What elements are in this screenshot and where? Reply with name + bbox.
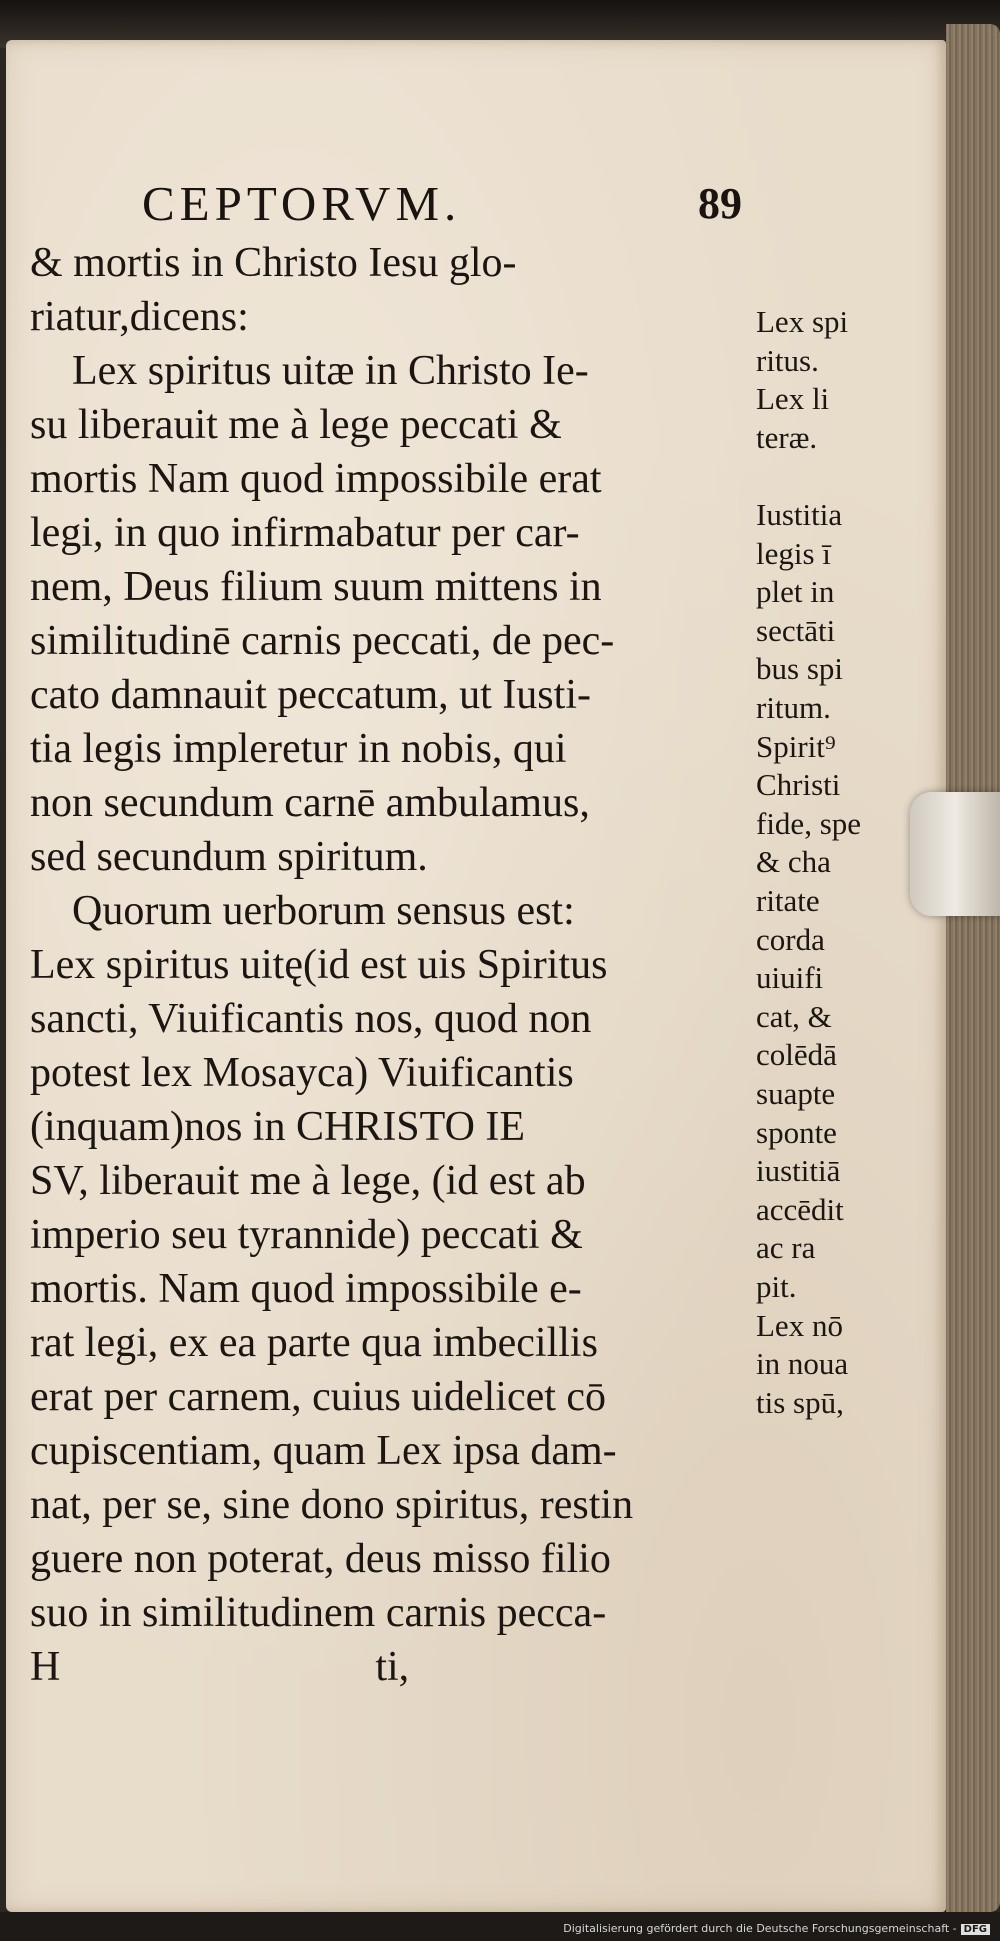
margin-note-line: ritum. [756,690,831,725]
text-line: Lex spiritus uitę(id est uis Spiritus [30,942,608,988]
margin-note-line: cat, & [756,998,832,1034]
margin-note-line: accēdit [756,1191,844,1227]
margin-note-line: suapte [756,1076,836,1111]
text-line: mortis. Nam quod impossibile e- [30,1266,582,1312]
margin-note-line: colēdā [756,1037,837,1073]
margin-note-line: Lex spi [756,304,849,339]
dfg-logo-badge: DFG [961,1924,990,1935]
text-line: imperio seu tyrannide) peccati & [30,1212,583,1258]
text-line: suo in similitudinem carnis pecca- [30,1590,607,1636]
digitization-credit [563,1922,990,1935]
margin-note-line: ritate [756,883,820,918]
margin-note-line: corda [756,921,825,957]
text-line: mortis Nam quod impossibile erat [30,456,602,502]
text-line: nat, per se, sine dono spiritus, restin [30,1482,634,1528]
text-line: (inquam)nos in CHRISTO IE [30,1104,526,1150]
margin-note-line: tis spū, [756,1384,844,1420]
text-line: cato damnauit peccatum, ut Iusti- [30,672,591,718]
margin-note-line: pit. [756,1269,797,1304]
text-line: riatur,dicens: [30,294,249,340]
margin-note-line: iustitiā [756,1153,841,1189]
text-line: sancti, Viuificantis nos, quod non [30,996,592,1042]
margin-note-line: Lex li [756,381,830,417]
margin-note-line: sectāti [756,612,836,648]
text-line: cupiscentiam, quam Lex ipsa dam- [30,1428,617,1474]
text-line: legi, in quo infirmabatur per car- [30,510,580,556]
text-line: erat per carnem, cuius uidelicet cō [30,1374,607,1420]
margin-note-line: ritus. [756,342,819,378]
text-line: SV, liberauit me à lege, (id est ab [30,1158,586,1204]
margin-note-line: Spirit⁹ [756,728,836,764]
text-line: Lex spiritus uitæ in Christo Ie- [30,348,589,394]
text-line: similitudinē carnis peccati, de pec- [30,618,615,664]
margin-note-line: & cha [756,844,831,880]
margin-note-line: bus spi [756,651,843,687]
page-clip [910,792,1000,916]
text-line: H ti, [30,1644,410,1690]
text-line: guere non poterat, deus misso filio [30,1536,611,1582]
margin-note-line: in noua [756,1346,849,1382]
text-line: nem, Deus filium suum mittens in [30,564,602,610]
margin-note-line: ac ra [756,1230,816,1266]
margin-note-line: fide, spe [756,805,862,841]
margin-note-line: legis ī [756,535,831,571]
margin-note-line: teræ. [756,419,818,455]
margin-note-line: Lex nō [756,1307,843,1343]
running-head: CEPTORVM. [142,176,462,231]
page-number: 89 [698,179,742,228]
page-header [142,176,762,232]
credit-text: Digitalisierung gefördert durch die Deutsche Forschungsgemeinschaft - [563,1922,957,1935]
text-line: non secundum carnē ambulamus, [30,780,590,826]
text-line: & mortis in Christo Iesu glo- [30,240,517,286]
margin-note-line: uiuifi [756,960,824,996]
text-line: potest lex Mosayca) Viuificantis [30,1050,574,1096]
text-line: sed secundum spiritum. [30,834,428,880]
book-fore-edge [946,24,1000,1912]
margin-note-line: sponte [756,1114,837,1150]
text-line: Quorum uerborum sensus est: [30,888,575,934]
margin-note-line: plet in [756,574,835,610]
text-line: tia legis impleretur in nobis, qui [30,726,567,772]
text-line: su liberauit me à lege peccati & [30,402,562,448]
book-page [6,40,946,1912]
text-line: rat legi, ex ea parte qua imbecillis [30,1320,598,1366]
margin-note-line: Christi [756,767,841,803]
margin-note-line: Iustitia [756,497,843,532]
